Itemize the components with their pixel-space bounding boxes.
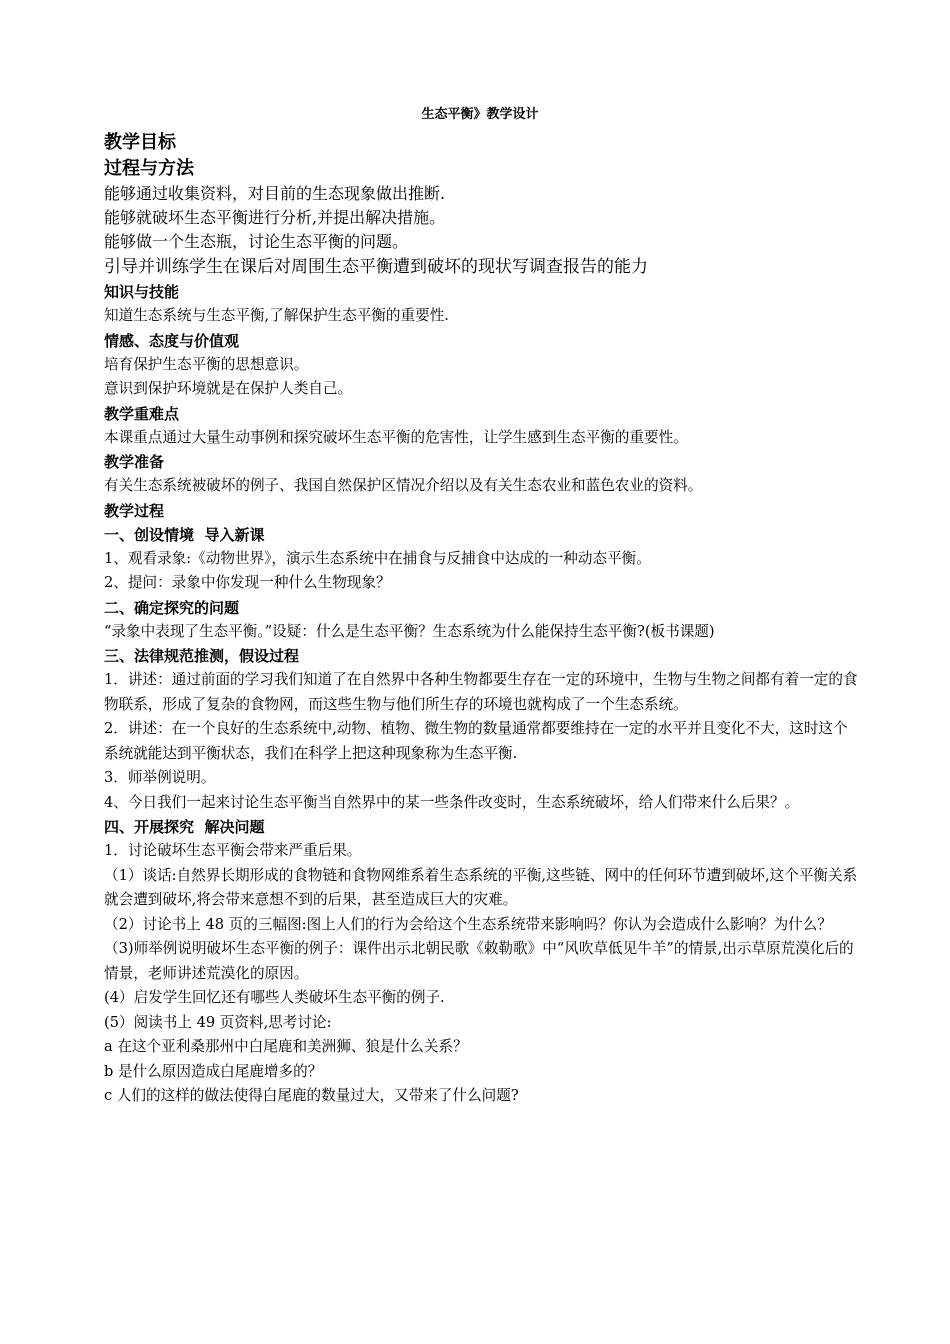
heading-procedure: 教学过程	[104, 501, 165, 520]
step4-heading: 四、开展探究 解决问题	[104, 818, 265, 836]
paragraph: 能够做一个生态瓶，讨论生态平衡的问题。	[104, 232, 409, 251]
paragraph: 知道生态系统与生态平衡,了解保护生态平衡的重要性.	[104, 307, 449, 324]
document-title: 生态平衡》教学设计	[421, 107, 539, 122]
paragraph: b 是什么原因造成白尾鹿增多的？	[104, 1062, 323, 1080]
heading-process-method: 过程与方法	[104, 158, 194, 179]
paragraph: 1．讨论破坏生态平衡会带来严重后果。	[104, 842, 362, 859]
paragraph: c 人们的这样的做法使得白尾鹿的数量过大，又带来了什么问题?	[104, 1087, 519, 1104]
heading-emotion: 情感、态度与价值观	[104, 331, 240, 350]
step3-heading: 三、法律规范推测，假设过程	[104, 647, 300, 665]
paragraph: 能够通过收集资料，对目前的生态现象做出推断.	[104, 184, 446, 203]
heading-objectives: 教学目标	[104, 132, 176, 153]
paragraph: 2、提问：录象中你发现一种什么生物现象？	[104, 574, 391, 591]
paragraph: 2．讲述：在一个良好的生态系统中,动物、植物、微生物的数量通常都要维持在一定的水平并且变化不大，这时这个系统就能达到平衡状态，我们在科学上把这种现象称为生态平衡.	[104, 720, 848, 762]
paragraph: 能够就破坏生态平衡进行分析,并提出解决措施。	[104, 208, 446, 227]
paragraph: 意识到保护环境就是在保护人类自己。	[104, 380, 353, 397]
heading-key-points: 教学重难点	[104, 404, 180, 423]
paragraph: a 在这个亚利桑那州中白尾鹿和美洲狮、狼是什么关系？	[104, 1038, 468, 1055]
paragraph: （3)师举例说明破坏生态平衡的例子：课件出示北朝民歌《敕勒歌》中“风吹草低见牛羊”的情景,出示草原荒漠化后的情景，老师讲述荒漠化的原因。	[104, 940, 854, 982]
paragraph: 1、观看录象:《动物世界》，演示生态系统中在捕食与反捕食中达成的一种动态平衡。	[104, 549, 651, 567]
paragraph: 培育保护生态平衡的思想意识。	[104, 355, 309, 373]
paragraph: 4、今日我们一起来讨论生态平衡当自然界中的某一些条件改变时，生态系统破坏，给人们带来什么后果？。	[104, 793, 800, 811]
paragraph: (4）启发学生回忆还有哪些人类破坏生态平衡的例子.	[104, 989, 445, 1006]
paragraph: 本课重点通过大量生动事例和探究破坏生态平衡的危害性，让学生感到生态平衡的重要性。	[104, 428, 688, 446]
document-page	[104, 100, 860, 1109]
heading-preparation: 教学准备	[104, 453, 165, 471]
step1-heading: 一、创设情境 导入新课	[104, 525, 265, 544]
paragraph: 引导并训练学生在课后对周围生态平衡遭到破坏的现状写调查报告的能力	[104, 257, 648, 277]
heading-knowledge: 知识与技能	[104, 283, 180, 301]
paragraph: “录象中表现了生态平衡。”设疑：什么是生态平衡？生态系统为什么能保持生态平衡?(板书课题)	[104, 622, 715, 640]
step2-heading: 二、确定探究的问题	[104, 598, 240, 617]
paragraph: （2）讨论书上 48 页的三幅图:图上人们的行为会给这个生态系统带来影响吗？你认为会造成什么影响？为什么？	[104, 915, 832, 933]
paragraph: 1．讲述：通过前面的学习我们知道了在自然界中各种生物都要生存在一定的环境中，生物与生物之间都有着一定的食物联系，形成了复杂的食物网，而这些生物与他们所生存的环境也就构成了一个生态系统。	[104, 671, 858, 713]
paragraph: 有关生态系统被破坏的例子、我国自然保护区情况介绍以及有关生态农业和蓝色农业的资料。	[104, 477, 703, 494]
paragraph: (5）阅读书上 49 页资料,思考讨论:	[104, 1013, 332, 1031]
paragraph: （1）谈话:自然界长期形成的食物链和食物网维系着生态系统的平衡,这些链、网中的任何环节遭到破坏,这个平衡关系就会遭到破坏,将会带来意想不到的后果，甚至造成巨大的灾难。	[104, 866, 858, 908]
paragraph: 3．师举例说明。	[104, 769, 216, 786]
